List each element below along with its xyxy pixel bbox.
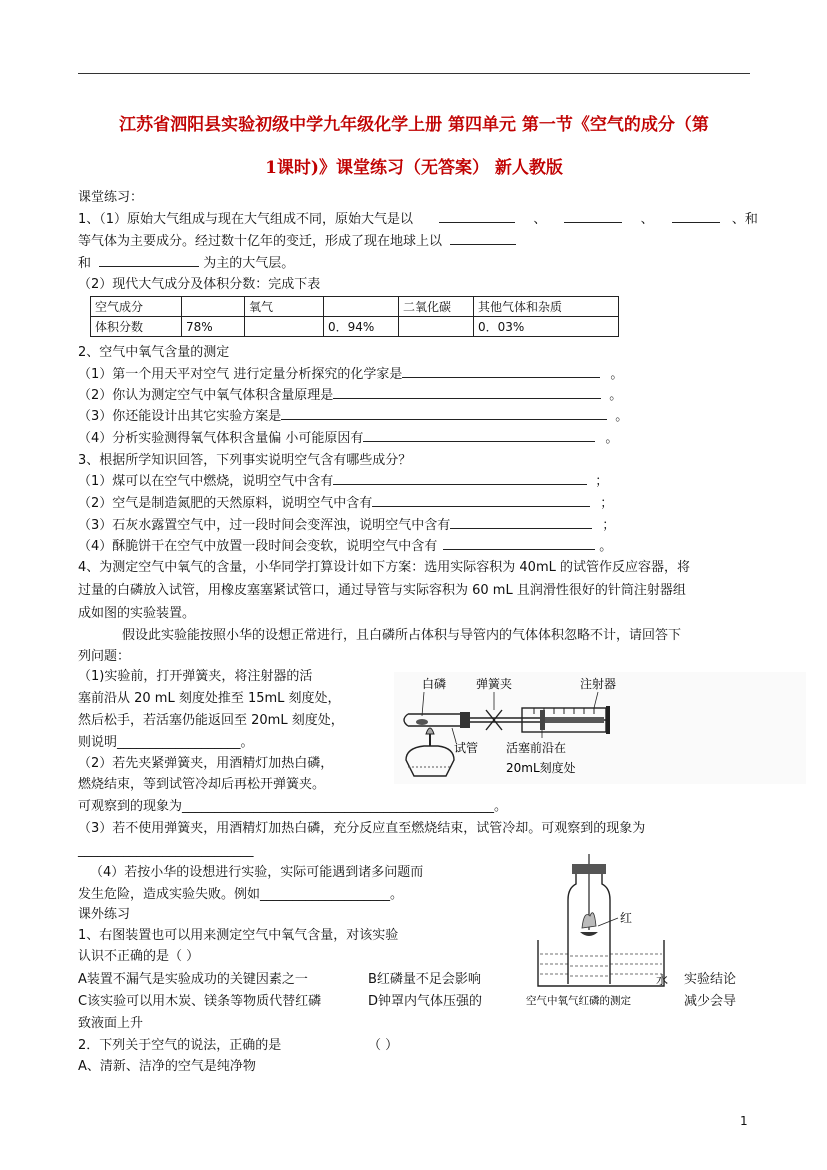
q2-end: 。: [605, 431, 619, 446]
q3-part3: [78, 516, 615, 535]
q1-sep: 、: [640, 212, 654, 227]
q3-semi: ；: [602, 518, 616, 533]
q2-heading: 2、空气中氧气含量的测定: [78, 345, 230, 360]
table-cell: 氧气: [245, 297, 324, 317]
blank[interactable]: [363, 429, 595, 442]
q4-p1d: [78, 734, 254, 752]
jar-stopper: [572, 864, 606, 874]
q1-line3: [78, 254, 294, 273]
q4-p1c: 然后松手，若活塞仍能返回至 20mL 刻度处，: [78, 713, 344, 728]
q2-text-a: （1）第一个用天平对空气 进行定量分析探究的化学家是: [78, 367, 403, 382]
table-cell[interactable]: [245, 317, 324, 337]
q3-part2: [78, 494, 613, 513]
ex1-option-c[interactable]: C该实验可以用木炭、镁条等物质代替红磷: [78, 994, 322, 1009]
q1-sep: 、: [533, 212, 547, 227]
q4-line5: 列问题：: [78, 649, 131, 664]
q1-text-d: 和: [78, 256, 92, 271]
doc-title-line1: 江苏省泗阳县实验初级中学九年级化学上册 第四单元 第一节《空气的成分（第: [119, 115, 709, 135]
ex1-line2: 认识不正确的是（ ）: [78, 949, 200, 964]
blank[interactable]: [450, 516, 592, 529]
q4-line1: 4、为测定空气中氧气的含量，小华同学打算设计如下方案：选用实际容积为 40mL 的试管作反应容器，将: [78, 560, 690, 575]
label-water: 水: [656, 973, 669, 987]
q1-text-e: 为主的大气层。: [203, 256, 295, 271]
blank[interactable]: ________________________________________________: [182, 799, 495, 814]
table-cell: 78%: [182, 317, 245, 337]
q3-semi: ；: [595, 474, 609, 489]
q2-part1: [78, 365, 623, 384]
piston: [540, 710, 545, 730]
q2-part4: [78, 429, 618, 448]
blank[interactable]: [333, 472, 587, 485]
q4-p2-end: 。: [494, 799, 508, 814]
q1-text-a: 1、（1）原始大气组成与现在大气组成不同，原始大气是以: [78, 212, 414, 227]
air-composition-table: [90, 296, 619, 337]
blank[interactable]: [450, 232, 516, 245]
q1-line4: （2）现代大气成分及体积分数：完成下表: [78, 277, 321, 292]
ex1-line5: 致液面上升: [78, 1016, 144, 1031]
q4-p2c: [78, 798, 507, 816]
blank[interactable]: [99, 254, 199, 267]
q1-line2: [78, 232, 516, 251]
white-phosphorus: [416, 719, 428, 725]
q4-p4a: （4）若按小华的设想进行实验，实际可能遇到诸多问题而: [90, 865, 424, 880]
q2-end: 。: [610, 367, 624, 382]
header-rule: [78, 73, 750, 74]
blank[interactable]: [333, 386, 601, 399]
q2-end: 。: [609, 388, 623, 403]
ex1-tail2: 减少会导: [684, 994, 737, 1009]
q2-part2: [78, 386, 622, 405]
label-red-phosphorus: 红: [620, 911, 633, 925]
q2-text-d: （4）分析实验测得氧气体积含量偏 小可能原因有: [78, 431, 364, 446]
q3-text-d: （4）酥脆饼干在空气中放置一段时间会变软，说明空气中含有: [78, 539, 438, 554]
doc-title-line2: 1课时)》课堂练习（无答案） 新人教版: [265, 158, 563, 178]
q4-p2-text: 可观察到的现象为: [78, 799, 183, 814]
table-cell[interactable]: [399, 317, 474, 337]
blank[interactable]: [443, 537, 595, 550]
section-heading-homework: 课外练习: [78, 907, 131, 922]
q4-p3a: （3）若不使用弹簧夹，用酒精灯加热白磷，充分反应直至燃烧结束，试管冷却。可观察到的现象为: [78, 821, 646, 836]
blank[interactable]: [439, 210, 515, 223]
table-cell: 体积分数: [91, 317, 182, 337]
q4-p2b: 燃烧结束，等到试管冷却后再松开弹簧夹。: [78, 777, 326, 792]
ex1-tail1: 实验结论: [684, 972, 737, 987]
section-heading-classroom: 课堂练习：: [78, 190, 144, 205]
q3-semi: ；: [600, 496, 614, 511]
q4-p4-text: 发生危险，造成实验失败。例如: [78, 887, 261, 902]
label-syringe: 注射器: [580, 677, 617, 691]
q1-text-c: 等气体为主要成分。经过数十亿年的变迁，形成了现在地球上以: [78, 234, 443, 249]
q2-end: 。: [615, 409, 629, 424]
label-white-phosphorus: 白磷: [422, 677, 447, 691]
blank[interactable]: ___________________: [117, 735, 241, 750]
ex2-answer-paren[interactable]: （ ）: [368, 1038, 399, 1053]
ex2-option-a[interactable]: A、清新、洁净的空气是纯净物: [78, 1059, 256, 1074]
q4-p1-text: 则说明: [78, 735, 118, 750]
q3-text-a: （1）煤可以在空气中燃烧，说明空气中含有: [78, 474, 334, 489]
q2-text-b: （2）你认为测定空气中氧气体积含量原理是: [78, 388, 334, 403]
label-piston-2: 20mL刻度处: [506, 761, 576, 775]
table-cell: 空气成分: [91, 297, 182, 317]
blank[interactable]: [564, 210, 622, 223]
table-cell: 0．03%: [474, 317, 619, 337]
q3-text-c: （3）石灰水露置空气中，过一段时间会变浑浊，说明空气中含有: [78, 518, 451, 533]
q3-part1: [78, 472, 608, 491]
q3-text-b: （2）空气是制造氮肥的天然原料，说明空气中含有: [78, 496, 373, 511]
q4-p1a: （1)实验前，打开弹簧夹，将注射器的活: [78, 669, 313, 684]
q2-part3: [78, 407, 628, 426]
blank[interactable]: [281, 407, 607, 420]
q3-heading: 3、根据所学知识回答，下列事实说明空气含有哪些成分？: [78, 453, 412, 468]
ex1-line1: 1、右图装置也可以用来测定空气中氧气含量，对该实验: [78, 928, 399, 943]
table-row: [91, 297, 619, 317]
q4-p4b: [78, 886, 403, 904]
q4-p2a: （2）若先夹紧弹簧夹，用酒精灯加热白磷，: [78, 756, 334, 771]
table-cell: 0．94%: [324, 317, 399, 337]
q1-text-b: 、和: [731, 212, 758, 227]
q4-line4: 假设此实验能按照小华的设想正常进行，且白磷所占体积与导管内的气体体积忽略不计，请回答下: [122, 628, 682, 643]
table-cell[interactable]: [182, 297, 245, 317]
blank[interactable]: [402, 365, 600, 378]
apparatus-figure: [394, 672, 806, 784]
rubber-stopper: [460, 712, 470, 728]
ex1-option-a[interactable]: A装置不漏气是实验成功的关键因素之一: [78, 972, 308, 987]
page-number: 1: [740, 1114, 748, 1128]
ex1-option-d[interactable]: D钟罩内气体压强的: [368, 994, 483, 1009]
figure-caption: 空气中氧气红磷的测定: [526, 995, 631, 1007]
q4-p1-end: 。: [240, 735, 254, 750]
q1-line1: [78, 210, 758, 229]
ex2-line1: 2．下列关于空气的说法，正确的是: [78, 1038, 282, 1053]
blank[interactable]: [672, 210, 720, 223]
q3-part4: [78, 537, 612, 556]
label-test-tube: 试管: [454, 741, 479, 755]
q4-line2: 过量的白磷放入试管，用橡皮塞塞紧试管口，通过导管与实际容积为 60 mL 且润滑性很好的针筒注射器组: [78, 583, 686, 598]
table-row: [91, 317, 619, 337]
label-piston-1: 活塞前沿在: [506, 741, 567, 755]
q4-p4-end: 。: [390, 887, 404, 902]
q4-line3: 成如图的实验装置。: [78, 606, 196, 621]
q4-p3-blank[interactable]: ___________________________: [78, 843, 254, 858]
table-cell: 其他气体和杂质: [474, 297, 619, 317]
label-spring-clip: 弹簧夹: [476, 677, 513, 691]
blank[interactable]: [372, 494, 590, 507]
q3-end: 。: [599, 539, 613, 554]
table-cell: 二氧化碳: [399, 297, 474, 317]
ex1-option-b[interactable]: B红磷量不足会影响: [368, 972, 481, 987]
q2-text-c: （3）你还能设计出其它实验方案是: [78, 409, 282, 424]
table-cell[interactable]: [324, 297, 399, 317]
bell-jar-figure: [524, 848, 684, 1012]
blank[interactable]: ____________________: [260, 887, 391, 902]
q4-p1b: 塞前沿从 20 mL 刻度处推至 15mL 刻度处，: [78, 691, 341, 706]
